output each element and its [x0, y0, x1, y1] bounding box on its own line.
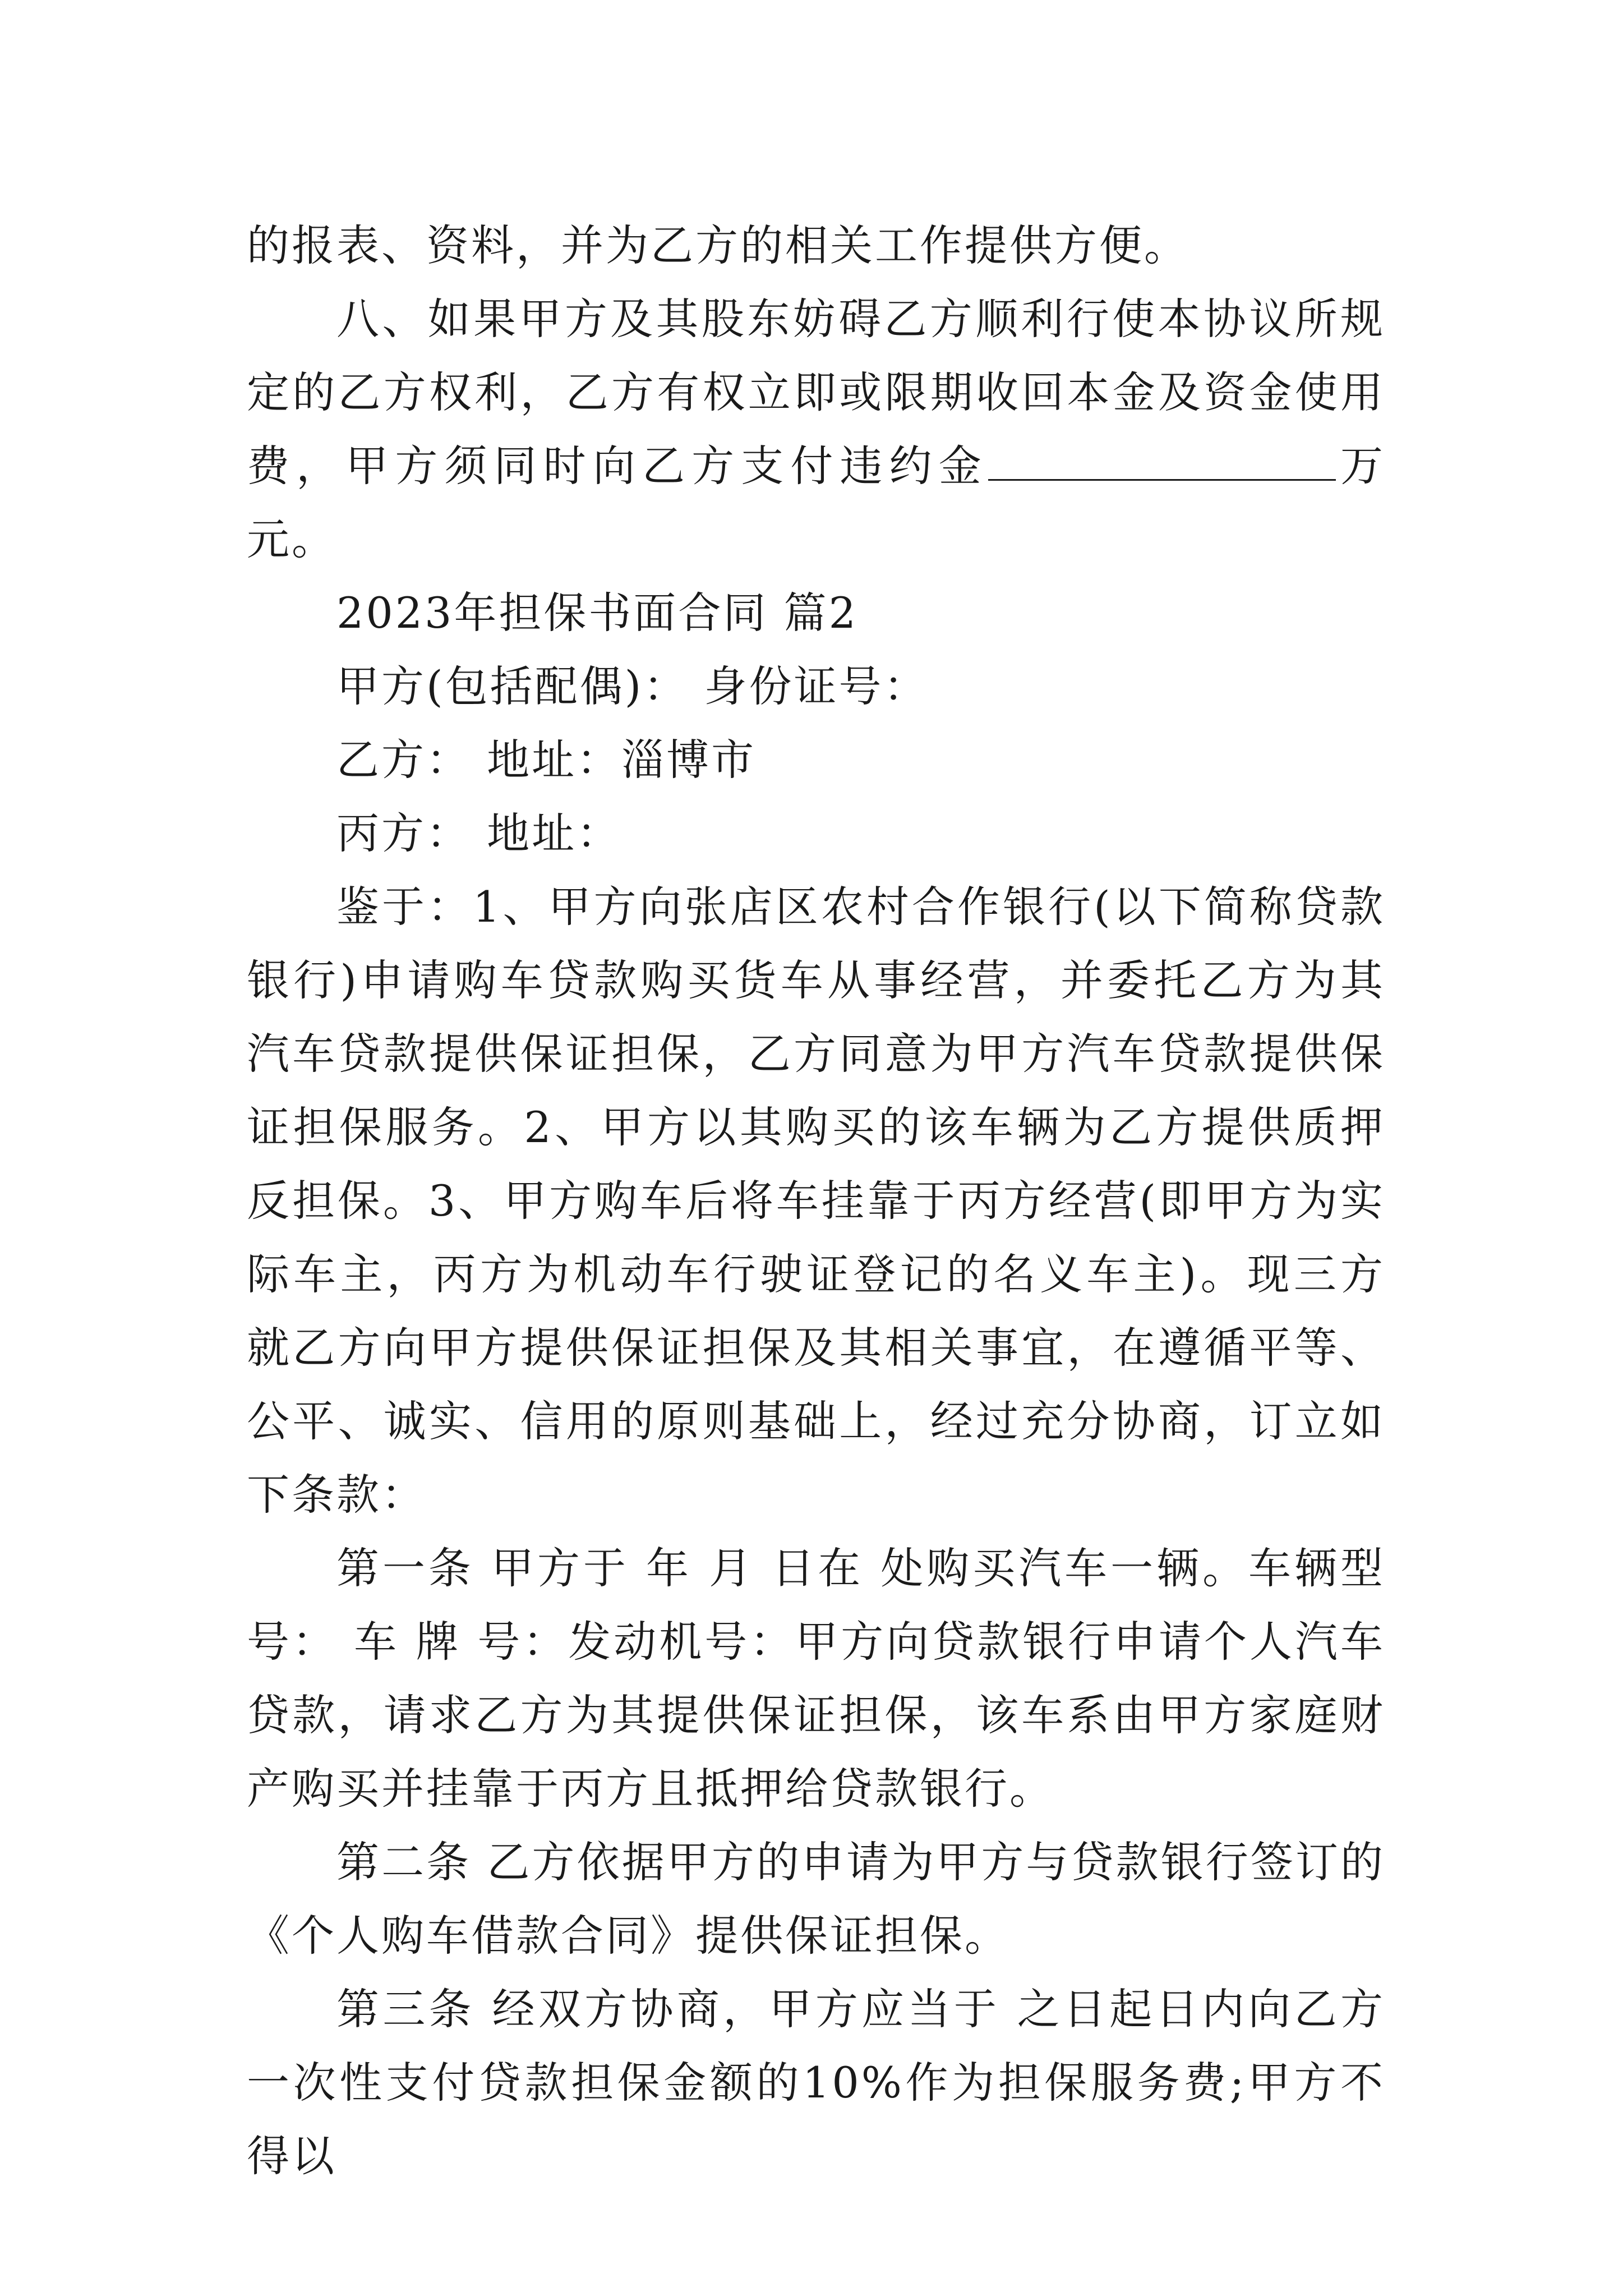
document-body [247, 209, 1385, 2193]
paragraph-article-three: 第三条 经双方协商，甲方应当于 之日起日内向乙方一次性支付贷款担保金额的10%作为担保服务费;甲方不得以 [247, 1984, 1385, 2181]
party-b-line: 乙方： 地址：淄博市 [336, 735, 757, 785]
clause-eight-text: 八、如果甲方及其股东妨碍乙方顺利行使本协议所规定的乙方权利，乙方有权立即或限期收回本金及资金使用费，甲方须同时向乙方支付违约金 [247, 294, 1385, 491]
paragraph-clause-eight [247, 282, 1385, 576]
party-c-line: 丙方： 地址： [336, 808, 622, 858]
paragraph-article-one: 第一条 甲方于 年 月 日在 处购买汽车一辆。车辆型号： 车 牌 号：发动机号：甲方向贷款银行申请个人汽车贷款，请求乙方为其提供保证担保，该车系由甲方家庭财产购买并挂靠于丙方且抵押给贷款银行。 [247, 1543, 1385, 1814]
paragraph-article-two: 第二条 乙方依据甲方的申请为甲方与贷款银行签订的《个人购车借款合同》提供保证担保。 [247, 1837, 1385, 1961]
section-heading: 2023年担保书面合同 篇2 [336, 588, 858, 638]
paragraph-reports: 的报表、资料，并为乙方的相关工作提供方便。 [247, 220, 1189, 270]
penalty-amount-blank [988, 445, 1336, 481]
paragraph-whereas: 鉴于：1、甲方向张店区农村合作银行(以下简称贷款银行)申请购车贷款购买货车从事经营，并委托乙方为其汽车贷款提供保证担保，乙方同意为甲方汽车贷款提供保证担保服务。2、甲方以其购买的该车辆为乙方提供质押反担保。3、甲方购车后将车挂靠于丙方经营(即甲方为实际车主，丙方为机动车行驶证登记的名义车主)。现三方就乙方向甲方提供保证担保及其相关事宜，在遵循平等、公平、诚实、信用的原则基础上，经过充分协商，订立如下条款： [247, 882, 1385, 1520]
clause-eight-unit: 万元。 [247, 441, 1385, 564]
party-a-line: 甲方(包括配偶)： 身份证号： [336, 661, 929, 711]
